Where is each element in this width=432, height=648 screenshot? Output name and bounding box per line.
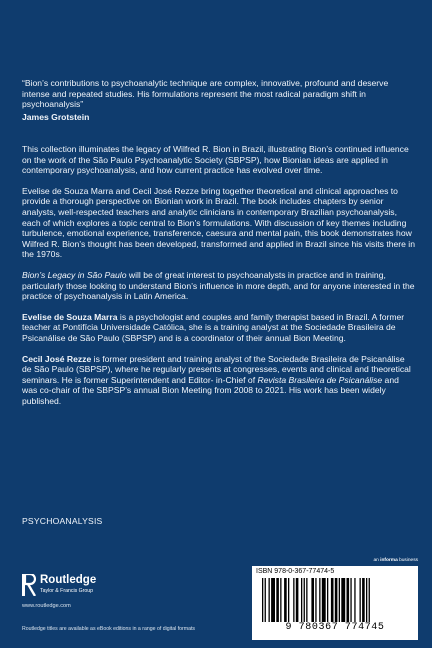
- barcode-bar: [319, 578, 320, 622]
- barcode-bar: [265, 578, 266, 622]
- barcode-bar: [347, 578, 350, 622]
- quote-text: “Bion’s contributions to psychoanalytic technique are complex, innovative, profound and deserve intense and repeated studies. His formulations represent the most radical paradigm shift in psychoanalysis”: [22, 78, 389, 110]
- description-paragraph-2: Evelise de Souza Marra and Cecil José Rezze bring together theoretical and clinical approaches to provide a thorough perspective on Bionian work in Brazil. The book includes chapters by senior analysts, well-respected teachers and analytic clinicians in contemporary Brazilian psychoanalysis, each of which explores a topic central to Bion’s formulations. With discussion of key themes including turbulence, emotional experience, transference, caesura and mental pain, this book demonstrates how Wilfred R. Bion’s thought has been developed, transformed and applied in Brazil since his visits there in the 1970s.: [22, 185, 415, 260]
- editor-1-name: Evelise de Souza Marra: [22, 311, 118, 322]
- barcode-bar: [360, 578, 361, 622]
- barcode-bar: [269, 578, 270, 622]
- barcode-bar: [335, 578, 338, 622]
- barcode-digits: 9 780367 774745: [285, 622, 385, 633]
- barcode-bar: [288, 578, 289, 622]
- barcode-bar: [322, 578, 326, 622]
- publisher-group: Taylor & Francis Group: [40, 588, 94, 594]
- barcode-bar: [369, 578, 370, 622]
- barcode-bar: [296, 578, 299, 622]
- description-paragraph-3: [22, 270, 416, 302]
- journal-title: Revista Brasileira de Psicanálise: [257, 374, 383, 385]
- editor-bio-2: [22, 354, 416, 407]
- barcode-bar: [315, 578, 316, 622]
- barcode-bar: [284, 578, 287, 622]
- editor-2-name: Cecil José Rezze: [22, 353, 92, 364]
- description-paragraph-1: This collection illuminates the legacy of Wilfred R. Bion in Brazil, illustrating Bion’s continued influence on the work of the São Paulo Psychoanalytic Society (SBPSP), how Bionian ideas are applied in contemporary psychoanalysis, and how current practice has evolved over time.: [22, 144, 409, 176]
- barcode-bar: [366, 578, 367, 622]
- barcode-box: [252, 566, 418, 640]
- editor-1-text: is a psychologist and couples and family therapist based in Brazil. A former teacher at Pontifícia Universidade Católica, she is a training analyst at the Sociedade Brasileira de Psicanálise de São Paulo (SBPSP) and is a coordinator of their annual Bion Meeting.: [22, 311, 405, 343]
- barcode-bar: [293, 578, 294, 622]
- editor-2-text-b: and was co-chair of the SBPSP’s annual Bion Meeting from 2008 to 2021. His work has been widely published.: [22, 374, 399, 406]
- barcode-bar: [301, 578, 302, 622]
- editor-bio-1: [22, 312, 416, 344]
- publisher-url[interactable]: www.routledge.com: [22, 603, 71, 609]
- editor-2-text-a: is former president and training analyst of the Sociedade Brasileira de Psicanálise de São Paulo (SBPSP), where he regularly presents at congresses, events and clinical and theoretical seminars. He is former Superintendent and Editor- in-Chief of: [22, 353, 411, 385]
- endorsement-quote: [22, 78, 416, 122]
- book-description: [22, 144, 416, 416]
- barcode-bar: [271, 578, 275, 622]
- barcode-bar: [304, 578, 305, 622]
- routledge-r-icon: [22, 574, 36, 596]
- book-title-italic: Bion’s Legacy in São Paulo: [22, 269, 127, 280]
- barcode-bar: [262, 578, 263, 622]
- isbn-label: ISBN 978-0-367-77474-5: [256, 568, 335, 575]
- ean-barcode: [262, 578, 408, 622]
- barcode-bar: [276, 578, 279, 622]
- publisher-name: Routledge: [40, 574, 97, 586]
- barcode-bar: [354, 578, 355, 622]
- barcode-bar: [311, 578, 314, 622]
- ebook-note: Routledge titles are available as eBook editions in a range of digital formats: [22, 626, 196, 632]
- informa-business-tag: an informa business: [373, 558, 418, 563]
- barcode-bar: [339, 578, 340, 622]
- barcode-bar: [362, 578, 365, 622]
- quote-author: James Grotstein: [22, 111, 90, 122]
- barcode-bar: [341, 578, 345, 622]
- barcode-bar: [280, 578, 281, 622]
- barcode-bar: [306, 578, 307, 622]
- barcode-bar: [331, 578, 334, 622]
- barcode-bar: [327, 578, 328, 622]
- description-paragraph-3-rest: will be of great interest to psychoanalysts in practice and in training, particularly those looking to understand Bion’s influence in more depth, and for anyone interested in the practice of psychoanalysis in Latin America.: [22, 269, 415, 302]
- barcode-bar: [350, 578, 351, 622]
- subject-category: PSYCHOANALYSIS: [22, 516, 103, 526]
